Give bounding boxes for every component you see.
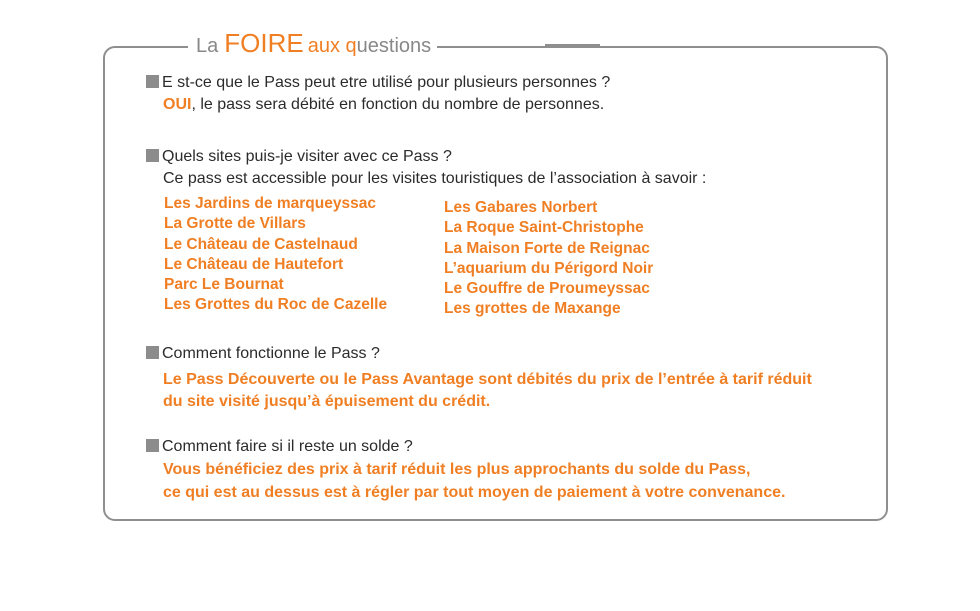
bullet-square-icon [146, 149, 159, 162]
faq-question-3: Comment fonctionne le Pass ? [146, 345, 380, 363]
site-item: Les grottes de Maxange [444, 300, 621, 318]
faq-question-2: Quels sites puis-je visiter avec ce Pass ? [146, 148, 452, 166]
sites-list-right [444, 198, 653, 320]
site-item: Le Château de Castelnaud [164, 235, 358, 253]
site-item: Les Jardins de marqueyssac [164, 195, 376, 212]
faq-answer-1: OUI, le pass sera débité en fonction du nombre de personnes. [163, 96, 605, 113]
faq-answer-3-line-1: Le Pass Découverte ou le Pass Avantage sont débités du prix de l’entrée à tarif réduit [163, 371, 812, 388]
site-item: La Maison Forte de Reignac [444, 239, 650, 257]
faq-title: La FOIRE aux questions [188, 26, 437, 63]
site-item: Les Grottes du Roc de Cazelle [164, 296, 388, 314]
site-item: L’aquarium du Périgord Noir [444, 259, 654, 277]
site-item: Le Gouffre de Proumeyssac [444, 280, 650, 298]
faq-answer-4-line-2: ce qui est au dessus est à régler par tout moyen de paiement à votre convenance. [163, 484, 786, 501]
faq-answer-2: Ce pass est accessible pour les visites touristiques de l’association à savoir : [163, 170, 707, 187]
faq-question-1: E st-ce que le Pass peut etre utilisé pour plusieurs personnes ? [146, 74, 610, 92]
faq-answer-3-line-2: du site visité jusqu’à épuisement du crédit. [163, 393, 491, 410]
faq-question-4: Comment faire si il reste un solde ? [146, 438, 413, 456]
bullet-square-icon [146, 346, 159, 359]
sites-list-left [164, 194, 387, 316]
site-item: Les Gabares Norbert [444, 199, 598, 216]
site-item: Parc Le Bournat [164, 276, 284, 294]
site-item: La Roque Saint-Christophe [444, 219, 644, 237]
site-item: Le Château de Hautefort [164, 255, 344, 273]
bullet-square-icon [146, 75, 159, 88]
faq-answer-4-line-1: Vous bénéficiez des prix à tarif réduit les plus approchants du solde du Pass, [163, 461, 751, 478]
frame-accent-line [545, 44, 600, 47]
site-item: La Grotte de Villars [164, 215, 306, 233]
bullet-square-icon [146, 439, 159, 452]
